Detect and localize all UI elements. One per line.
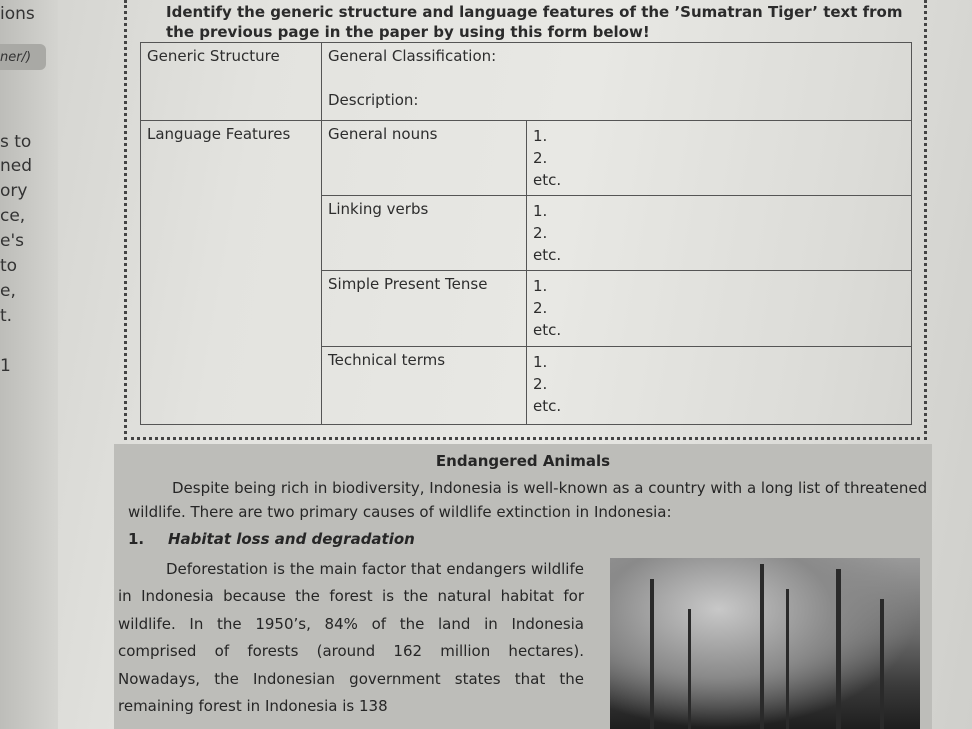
- answer-line: 2.: [533, 224, 548, 242]
- general-classification-label: General Classification:: [328, 47, 497, 65]
- language-features-label: Language Features: [141, 121, 322, 425]
- margin-fragment: to: [0, 256, 18, 276]
- feature-label: Linking verbs: [322, 196, 527, 271]
- margin-fragment: t.: [0, 306, 13, 326]
- feature-label: Simple Present Tense: [322, 271, 527, 347]
- feature-answer-cell[interactable]: [527, 121, 912, 196]
- section-body: Deforestation is the main factor that endangers wildlife in Indonesia because the forest is the natural habitat for wildlife. In the 1950’s, 84% of the land in Indonesia comprised of forests (around 162 million hectares). Nowadays, the Indonesian government states that the remaining forest in Indonesia is 138: [118, 560, 584, 716]
- dotted-border-right: [924, 0, 927, 440]
- generic-structure-row: [141, 43, 912, 121]
- reading-title: Endangered Animals: [435, 452, 611, 470]
- instruction-text: Identify the generic structure and language features of the ’Sumatran Tiger’ text from the previous page in the paper by using this form below!: [166, 3, 903, 41]
- answer-line: 1.: [533, 127, 548, 145]
- answer-line: etc.: [533, 246, 562, 264]
- margin-fragment: s to: [0, 132, 32, 152]
- dotted-border-left: [124, 0, 127, 440]
- tree-trunk: [688, 609, 691, 729]
- margin-fragment: ce,: [0, 206, 26, 226]
- margin-fragment: ions: [0, 4, 35, 24]
- description-label: Description:: [328, 91, 419, 109]
- reading-intro: Despite being rich in biodiversity, Indonesia is well-known as a country with a long list of threatened wildlife. There are two primary causes of wildlife extinction in Indonesia:: [128, 479, 928, 521]
- feature-row: [141, 121, 912, 196]
- feature-label: Technical terms: [322, 347, 527, 425]
- answer-line: etc.: [533, 321, 562, 339]
- answer-line: etc.: [533, 171, 562, 189]
- generic-structure-label: Generic Structure: [141, 43, 322, 121]
- tree-trunk: [760, 564, 764, 729]
- analysis-form-table: [140, 42, 912, 425]
- dotted-border-bottom: [124, 437, 927, 440]
- tree-trunk: [786, 589, 789, 729]
- tree-trunk: [836, 569, 841, 729]
- margin-fragment: ner/): [0, 50, 32, 65]
- answer-line: etc.: [533, 397, 562, 415]
- generic-structure-content: [322, 43, 912, 121]
- margin-fragment: 1: [0, 356, 11, 376]
- tree-trunk: [880, 599, 884, 729]
- answer-line: 2.: [533, 299, 548, 317]
- section-number: 1.: [128, 530, 145, 548]
- feature-label: General nouns: [322, 121, 527, 196]
- answer-line: 1.: [533, 202, 548, 220]
- margin-fragment: e,: [0, 281, 16, 301]
- tree-trunk: [650, 579, 654, 729]
- feature-answer-cell[interactable]: [527, 347, 912, 425]
- answer-line: 1.: [533, 277, 548, 295]
- feature-answer-cell[interactable]: [527, 271, 912, 347]
- answer-line: 2.: [533, 149, 548, 167]
- section-heading: [128, 530, 415, 548]
- margin-fragment: e's: [0, 231, 24, 251]
- answer-line: 2.: [533, 375, 548, 393]
- section-heading-text: Habitat loss and degradation: [168, 530, 415, 548]
- forest-fire-photo: [610, 558, 920, 729]
- answer-line: 1.: [533, 353, 548, 371]
- margin-fragment: ned: [0, 156, 33, 176]
- margin-fragment: ory: [0, 181, 28, 201]
- reading-passage-box: [114, 444, 932, 729]
- feature-answer-cell[interactable]: [527, 196, 912, 271]
